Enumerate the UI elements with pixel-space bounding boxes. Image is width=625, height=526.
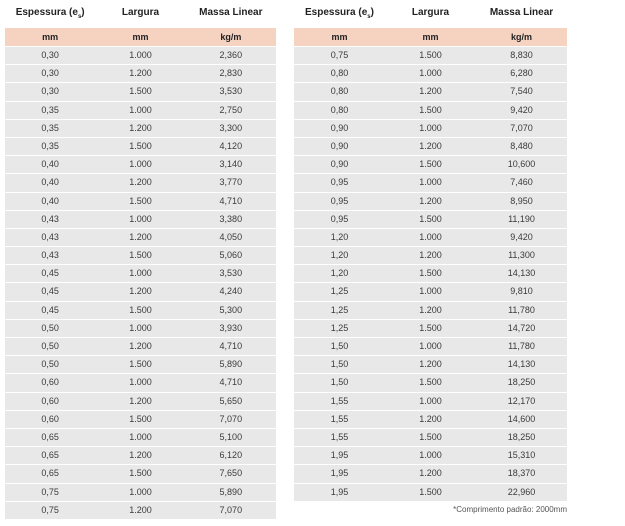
cell-massa: 11,300: [508, 250, 535, 261]
cell-espessura: 0,80: [330, 86, 349, 97]
table-row: [5, 46, 276, 64]
cell-largura: 1.200: [129, 504, 152, 515]
cell-massa: 10,600: [507, 159, 536, 170]
cell-largura: 1.500: [419, 104, 442, 115]
cell-espessura: 0,35: [41, 140, 59, 151]
cell-massa: 12,170: [507, 395, 536, 406]
table-row: [5, 446, 276, 464]
cell-espessura: 0,45: [41, 304, 59, 315]
header-largura: Largura: [121, 7, 160, 18]
cell-massa: 3,770: [219, 177, 243, 188]
table-row: [5, 373, 276, 391]
table-row: [294, 173, 567, 191]
cell-espessura: 0,40: [41, 159, 59, 170]
cell-massa: 7,460: [510, 177, 533, 188]
table-row: [294, 210, 567, 228]
units-row: [5, 28, 276, 46]
cell-largura: 1.000: [129, 486, 152, 497]
left-table: [5, 4, 276, 519]
unit-espessura: mm: [331, 32, 348, 42]
cell-largura: 1.000: [129, 213, 152, 224]
cell-largura: 1.000: [129, 104, 152, 115]
cell-largura: 1.500: [419, 322, 442, 333]
cell-espessura: 0,35: [41, 104, 59, 115]
header-row: [5, 4, 276, 28]
cell-massa: 14,130: [507, 268, 536, 279]
cell-massa: 2,750: [219, 104, 243, 115]
cell-espessura: 1,50: [330, 377, 349, 388]
table-row: [5, 173, 276, 191]
cell-massa: 8,950: [510, 195, 533, 206]
cell-espessura: 0,90: [330, 122, 349, 133]
cell-espessura: 0,80: [330, 104, 349, 115]
table-row: [294, 192, 567, 210]
cell-massa: 9,420: [510, 231, 533, 242]
table-row: [5, 501, 276, 519]
table-row: [294, 392, 567, 410]
cell-espessura: 1,25: [330, 322, 349, 333]
table-row: [5, 319, 276, 337]
table-row: [294, 410, 567, 428]
unit-massa: kg/m: [220, 32, 242, 42]
table-row: [5, 355, 276, 373]
cell-massa: 9,810: [510, 286, 533, 297]
cell-largura: 1.200: [419, 468, 442, 479]
header-row: [294, 4, 567, 28]
table-row: [294, 483, 567, 501]
table-row: [294, 101, 567, 119]
cell-espessura: 0,35: [41, 122, 59, 133]
cell-massa: 7,070: [219, 504, 243, 515]
table-row: [5, 264, 276, 282]
cell-largura: 1.500: [419, 268, 442, 279]
table-row: [5, 119, 276, 137]
cell-espessura: 0,90: [330, 140, 349, 151]
cell-espessura: 0,40: [41, 177, 59, 188]
cell-largura: 1.000: [419, 286, 442, 297]
cell-largura: 1.200: [419, 359, 442, 370]
cell-espessura: 0,43: [41, 213, 59, 224]
cell-massa: 3,380: [219, 213, 243, 224]
cell-espessura: 0,95: [330, 195, 349, 206]
cell-largura: 1.200: [419, 304, 442, 315]
cell-largura: 1.200: [129, 231, 152, 242]
cell-massa: 7,650: [219, 468, 243, 479]
cell-largura: 1.000: [129, 50, 152, 60]
table-row: [294, 319, 567, 337]
cell-massa: 4,710: [219, 195, 243, 206]
cell-largura: 1.000: [419, 450, 442, 461]
cell-massa: 8,480: [510, 140, 533, 151]
cell-espessura: 1,55: [330, 395, 349, 406]
table-row: [294, 246, 567, 264]
cell-espessura: 0,65: [41, 431, 59, 442]
cell-largura: 1.000: [419, 231, 442, 242]
table-row: [5, 464, 276, 482]
cell-espessura: 0,40: [41, 195, 59, 206]
table-row: [5, 64, 276, 82]
cell-massa: 14,600: [507, 413, 536, 424]
table-row: [5, 301, 276, 319]
cell-massa: 3,930: [219, 322, 243, 333]
cell-espessura: 0,75: [41, 486, 59, 497]
table-row: [294, 428, 567, 446]
cell-espessura: 0,43: [41, 250, 59, 261]
table-row: [294, 155, 567, 173]
unit-massa: kg/m: [510, 32, 532, 42]
header-massa-linear: Massa Linear: [199, 7, 263, 18]
table-row: [5, 246, 276, 264]
cell-espessura: 0,60: [41, 413, 59, 424]
cell-espessura: 0,30: [41, 50, 59, 60]
unit-largura: mm: [422, 32, 439, 42]
cell-espessura: 0,43: [41, 231, 59, 242]
cell-espessura: 0,30: [41, 68, 59, 79]
cell-espessura: 1,95: [330, 486, 349, 497]
cell-espessura: 0,65: [41, 468, 59, 479]
table-row: [294, 337, 567, 355]
cell-massa: 6,120: [219, 450, 243, 461]
table-row: [294, 228, 567, 246]
cell-massa: 4,710: [219, 377, 243, 388]
table-row: [5, 337, 276, 355]
cell-espessura: 1,25: [330, 286, 349, 297]
cell-largura: 1.000: [419, 177, 442, 188]
header-espessura: Espessura $(e_s)$: [305, 7, 374, 20]
cell-massa: 11,190: [508, 213, 535, 224]
table-row: [294, 82, 567, 100]
unit-espessura: mm: [42, 32, 59, 42]
cell-espessura: 0,65: [41, 450, 59, 461]
cell-largura: 1.500: [129, 468, 152, 479]
cell-espessura: 1,20: [330, 250, 349, 261]
cell-massa: 4,710: [219, 341, 243, 351]
cell-largura: 1.200: [129, 177, 152, 188]
cell-espessura: 1,55: [330, 431, 349, 442]
cell-massa: 3,300: [219, 122, 243, 133]
cell-massa: 11,780: [508, 304, 535, 315]
cell-largura: 1.000: [129, 159, 152, 170]
table-row: [294, 464, 567, 482]
right-table-body: [294, 46, 567, 501]
cell-largura: 1.200: [129, 341, 152, 351]
cell-massa: 18,250: [507, 377, 536, 388]
table-row: [294, 46, 567, 64]
cell-largura: 1.500: [419, 159, 442, 170]
cell-largura: 1.200: [419, 140, 442, 151]
cell-espessura: 1,20: [330, 268, 349, 279]
cell-espessura: 0,45: [41, 286, 59, 297]
footnote: *Comprimento padrão: 2000mm: [453, 505, 567, 514]
cell-largura: 1.200: [129, 122, 152, 133]
cell-largura: 1.200: [419, 86, 442, 97]
cell-massa: 4,120: [219, 140, 243, 151]
cell-largura: 1.500: [419, 486, 442, 497]
cell-massa: 3,530: [219, 86, 243, 97]
cell-massa: 2,830: [219, 68, 243, 79]
cell-massa: 11,780: [508, 341, 535, 351]
cell-largura: 1.500: [419, 431, 442, 442]
cell-espessura: 0,80: [330, 68, 349, 79]
table-row: [5, 483, 276, 501]
cell-massa: 3,530: [219, 268, 243, 279]
cell-largura: 1.000: [419, 122, 442, 133]
cell-espessura: 0,50: [41, 359, 59, 370]
cell-largura: 1.000: [129, 431, 152, 442]
cell-largura: 1.000: [419, 395, 442, 406]
unit-largura: mm: [132, 32, 149, 42]
cell-massa: 5,300: [219, 304, 243, 315]
cell-largura: 1.200: [419, 250, 442, 261]
cell-espessura: 1,50: [330, 359, 349, 370]
cell-largura: 1.500: [129, 140, 152, 151]
table-row: [294, 355, 567, 373]
cell-largura: 1.500: [129, 195, 152, 206]
cell-espessura: 0,45: [41, 268, 59, 279]
cell-massa: 4,240: [219, 286, 243, 297]
cell-massa: 7,070: [510, 122, 533, 133]
cell-largura: 1.000: [419, 68, 442, 79]
cell-largura: 1.200: [129, 286, 152, 297]
cell-espessura: 1,25: [330, 304, 349, 315]
cell-massa: 7,540: [510, 86, 533, 97]
cell-largura: 1.200: [419, 413, 442, 424]
cell-largura: 1.200: [129, 395, 152, 406]
cell-massa: 5,060: [219, 250, 243, 261]
cell-espessura: 0,95: [330, 213, 349, 224]
table-row: [5, 410, 276, 428]
table-row: [5, 101, 276, 119]
cell-largura: 1.500: [419, 50, 442, 60]
cell-espessura: 1,95: [330, 450, 349, 461]
cell-massa: 8,830: [510, 50, 533, 60]
table-row: [5, 210, 276, 228]
cell-massa: 2,360: [219, 50, 243, 60]
cell-largura: 1.000: [129, 322, 152, 333]
cell-largura: 1.500: [129, 359, 152, 370]
cell-espessura: 0,75: [330, 50, 349, 60]
cell-espessura: 0,95: [330, 177, 349, 188]
cell-largura: 1.500: [419, 213, 442, 224]
cell-largura: 1.000: [419, 341, 442, 351]
cell-largura: 1.500: [129, 304, 152, 315]
cell-massa: 5,890: [219, 486, 243, 497]
cell-massa: 9,420: [510, 104, 533, 115]
cell-massa: 18,250: [507, 431, 536, 442]
table-row: [5, 228, 276, 246]
table-row: [294, 137, 567, 155]
header-massa-linear: Massa Linear: [489, 7, 554, 18]
cell-largura: 1.500: [129, 413, 152, 424]
cell-espessura: 0,90: [330, 159, 349, 170]
table-row: [5, 137, 276, 155]
table-row: [294, 119, 567, 137]
header-espessura: Espessura $(e_s)$: [15, 7, 85, 20]
cell-largura: 1.000: [129, 377, 152, 388]
header-largura: Largura: [411, 7, 450, 18]
cell-espessura: 1,50: [330, 341, 349, 351]
table-row: [5, 392, 276, 410]
table-row: [294, 264, 567, 282]
cell-massa: 14,130: [507, 359, 536, 370]
cell-espessura: 0,50: [41, 341, 59, 351]
cell-largura: 1.500: [129, 250, 152, 261]
table-row: [5, 82, 276, 100]
cell-largura: 1.000: [129, 268, 152, 279]
cell-massa: 5,650: [219, 395, 243, 406]
cell-massa: 3,140: [219, 159, 243, 170]
cell-massa: 6,280: [510, 68, 533, 79]
units-row: [294, 28, 567, 46]
cell-espessura: 1,20: [330, 231, 349, 242]
cell-largura: 1.500: [129, 86, 152, 97]
cell-largura: 1.500: [419, 377, 442, 388]
cell-espessura: 1,95: [330, 468, 349, 479]
cell-massa: 18,370: [507, 468, 536, 479]
table-row: [5, 155, 276, 173]
cell-massa: 5,890: [219, 359, 243, 370]
cell-espessura: 0,30: [41, 86, 59, 97]
cell-massa: 7,070: [219, 413, 243, 424]
cell-massa: 5,100: [219, 431, 243, 442]
table-row: [294, 301, 567, 319]
cell-largura: 1.200: [129, 450, 152, 461]
cell-massa: 4,050: [219, 231, 243, 242]
table-row: [5, 428, 276, 446]
cell-largura: 1.200: [419, 195, 442, 206]
cell-espessura: 0,60: [41, 377, 59, 388]
cell-massa: 22,960: [507, 486, 536, 497]
cell-espessura: 1,55: [330, 413, 349, 424]
right-table: [294, 4, 567, 501]
cell-espessura: 0,75: [41, 504, 59, 515]
table-row: [294, 373, 567, 391]
table-row: [5, 192, 276, 210]
cell-espessura: 0,60: [41, 395, 59, 406]
table-row: [5, 282, 276, 300]
table-row: [294, 282, 567, 300]
cell-espessura: 0,50: [41, 322, 59, 333]
table-row: [294, 446, 567, 464]
cell-massa: 15,310: [507, 450, 536, 461]
table-row: [294, 64, 567, 82]
left-table-body: [5, 46, 276, 519]
cell-largura: 1.200: [129, 68, 152, 79]
cell-massa: 14,720: [507, 322, 536, 333]
